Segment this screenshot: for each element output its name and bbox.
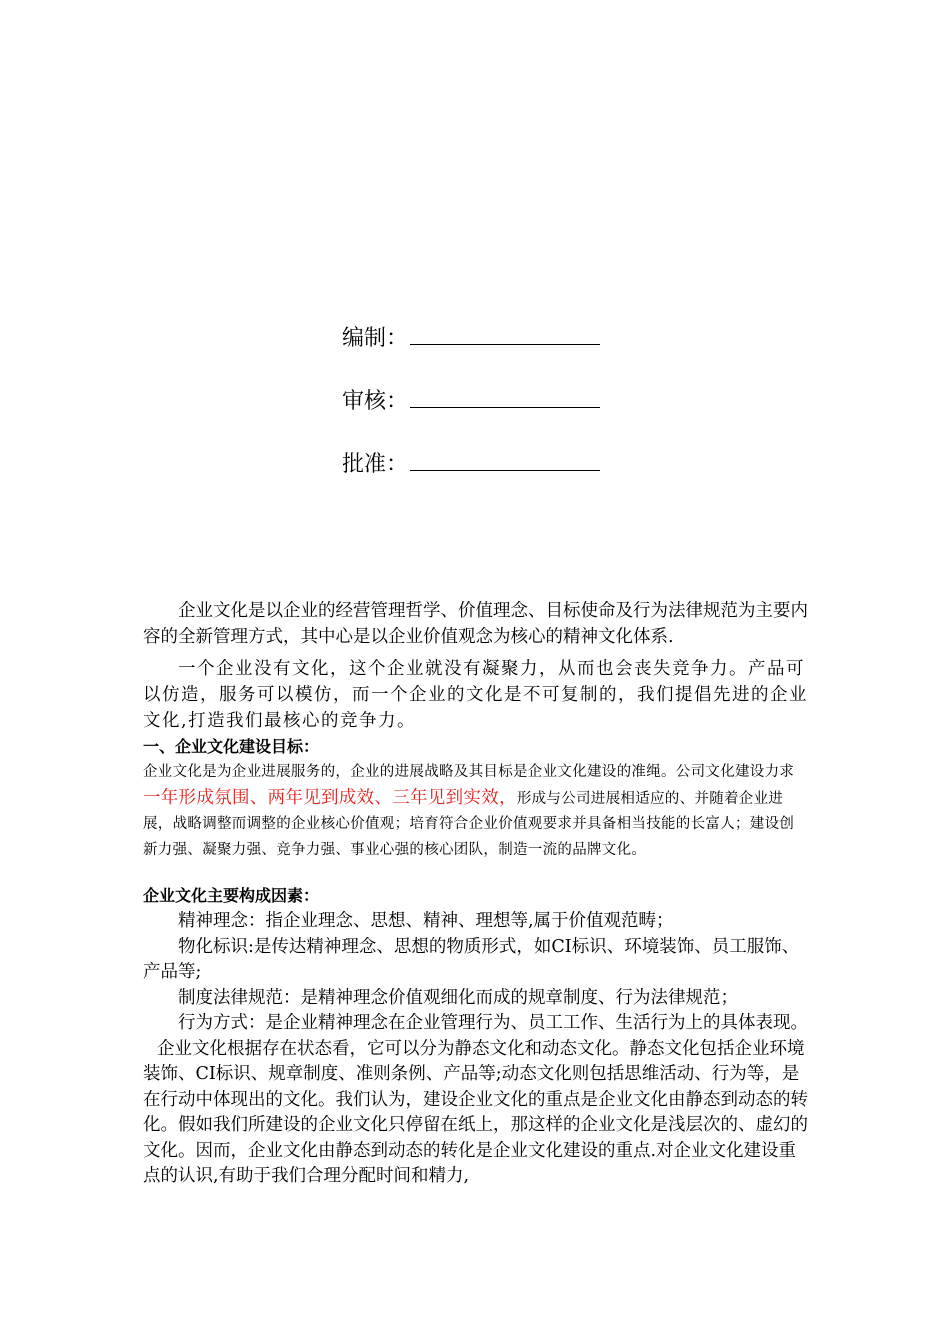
sign-line-review xyxy=(342,375,642,415)
intro-paragraph-1: 企业文化是以企业的经营管理哲学、价值理念、目标使命及行为法律规范为主要内容的全新管理方式，其中心是以企业价值观念为核心的精神文化体系. xyxy=(143,601,808,647)
sign-label-compile: 编制： xyxy=(342,326,409,351)
goals-paragraph xyxy=(143,760,808,863)
element-item: 精神理念：指企业理念、思想、精神、理想等,属于价值观范畴； xyxy=(178,911,674,931)
culture-body-paragraph: 企业文化根据存在状态看，它可以分为静态文化和动态文化。静态文化包括企业环境装饰、CI标识、规章制度、准则条例、产品等;动态文化则包括思维活动、行为等，是在行动中体现出的文化。我们认为，建设企业文化的重点是企业文化由静态到动态的转化。假如我们所建设的企业文化只停留在纸上，那这样的企业文化是浅层次的、虚幻的文化。因而，企业文化由静态到动态的转化是企业文化建设的重点.对企业文化建设重点的认识,有助于我们合理分配时间和精力, xyxy=(143,1038,808,1186)
document-body xyxy=(143,598,808,1190)
sign-label-approve: 批准： xyxy=(342,452,409,477)
goals-text-highlight: 一年形成氛围、两年见到成效、三年见到实效， xyxy=(143,787,517,808)
sign-blank-review xyxy=(410,406,600,408)
goals-text-after: 形成与公司进展相适应的、并随着企业进展，战略调整而调整的企业核心价值观；培育符合企业价值观要求并具备相当技能的长富人；建设创新力强、凝聚力强、竞争力强、事业心强的核心团队，制造一流的品牌文化。 xyxy=(143,790,795,858)
element-item: 行为方式：是企业精神理念在企业管理行为、员工工作、生活行为上的具体表现。 xyxy=(178,1013,808,1033)
sign-blank-approve xyxy=(410,469,600,471)
sign-label-review: 审核： xyxy=(342,389,409,414)
sign-line-compile xyxy=(342,312,642,352)
element-item: 物化标识:是传达精神理念、思想的物质形式，如CI标识、环境装饰、员工服饰、产品等; xyxy=(143,936,800,982)
sign-blank-compile xyxy=(410,343,600,345)
sign-line-approve xyxy=(342,438,642,478)
signature-block xyxy=(342,312,642,501)
section-heading-elements: 企业文化主要构成因素： xyxy=(143,886,320,905)
element-item: 制度法律规范：是精神理念价值观细化而成的规章制度、行为法律规范； xyxy=(178,987,738,1008)
goals-text-before: 企业文化是为企业进展服务的，企业的进展战略及其目标是企业文化建设的准绳。公司文化建设力求 xyxy=(143,764,795,780)
section-heading-goals: 一、企业文化建设目标： xyxy=(143,737,320,756)
intro-paragraph-2: 一个企业没有文化，这个企业就没有凝聚力，从而也会丧失竞争力。产品可以仿造，服务可以模仿，而一个企业的文化是不可复制的，我们提倡先进的企业文化,打造我们最核心的竞争力。 xyxy=(143,659,808,731)
